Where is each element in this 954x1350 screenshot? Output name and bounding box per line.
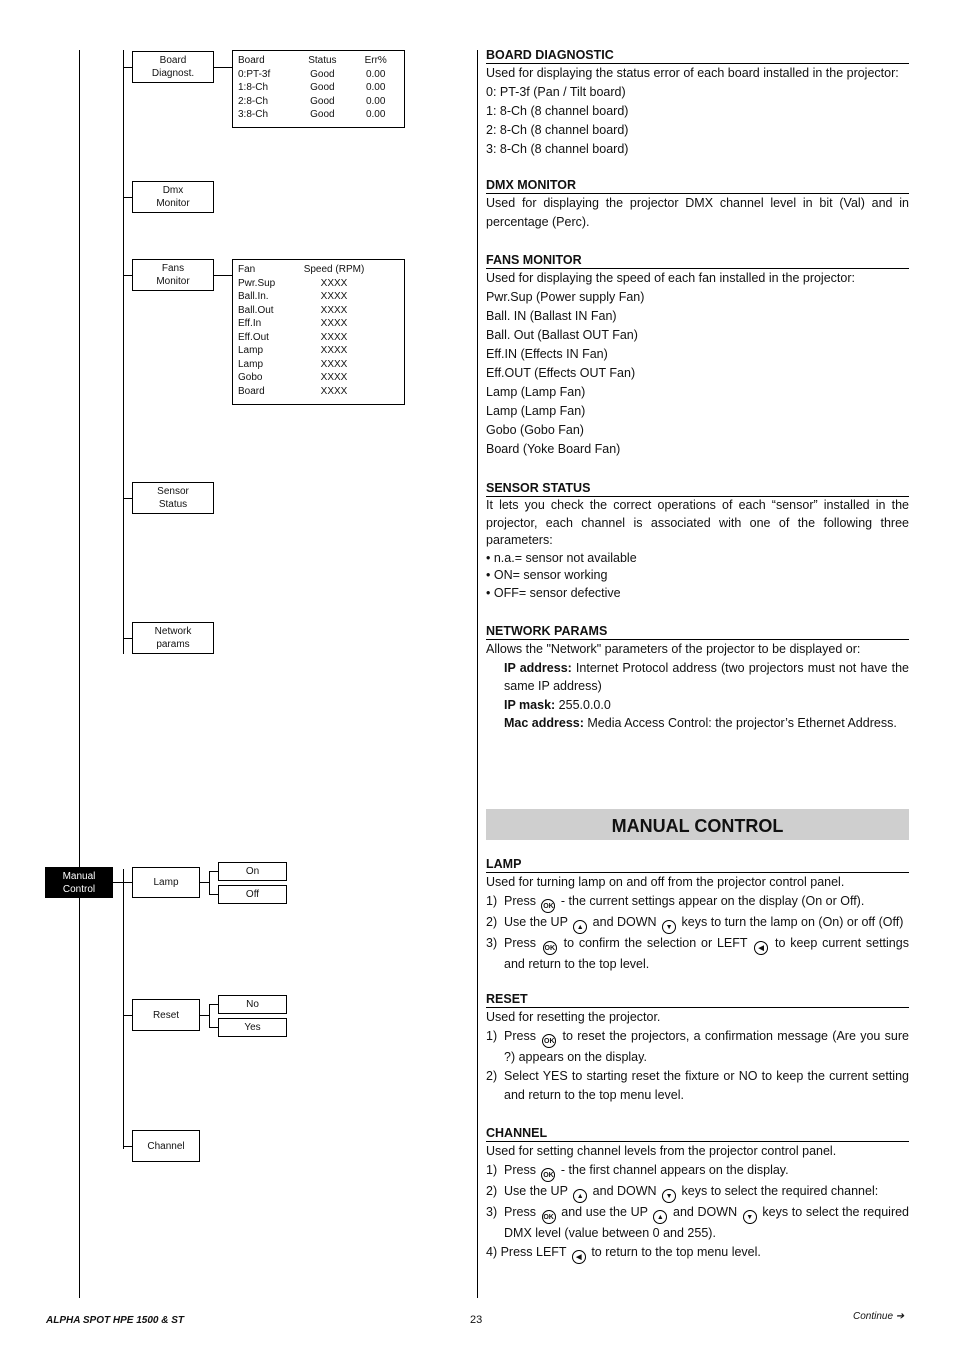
step-text-part: to keep current settings and return to the top level. — [504, 936, 909, 971]
paragraph: Ball. Out (Ballast OUT Fan) — [486, 328, 638, 342]
menu-network-params[interactable] — [132, 622, 214, 654]
option-reset-yes[interactable] — [218, 1018, 287, 1037]
step — [486, 913, 909, 934]
step-text — [504, 1027, 909, 1067]
table-cell: Fan — [238, 264, 256, 275]
table-cell: 0.00 — [365, 82, 386, 93]
down-key-icon: ▼ — [743, 1210, 757, 1224]
section-network-params — [486, 622, 909, 733]
step — [486, 1161, 909, 1182]
tree-branch-line-top — [123, 50, 124, 654]
down-key-icon: ▼ — [662, 1189, 676, 1203]
paragraph: Used for displaying the speed of each fan installed in the projector: — [486, 271, 855, 285]
section-lamp — [486, 855, 909, 974]
step-text — [504, 1203, 909, 1243]
table-cell: XXXX — [320, 331, 348, 343]
tick — [199, 1015, 209, 1016]
step-text-part: keys to select the required DMX level (value between 0 and 255). — [504, 1205, 910, 1240]
table-cell: Board — [238, 385, 265, 397]
paragraph: 1: 8-Ch (8 channel board) — [486, 104, 629, 118]
tick — [209, 1027, 218, 1028]
paragraph: Eff.OUT (Effects OUT Fan) — [486, 366, 636, 380]
ok-key-icon: OK — [541, 1168, 555, 1182]
step-text-part: to return to the top menu level. — [591, 1245, 761, 1259]
section-sensor-status — [486, 479, 909, 603]
paragraph: Eff.IN (Effects IN Fan) — [486, 347, 608, 361]
step — [486, 934, 909, 974]
table-cell: XXXX — [320, 277, 348, 289]
step-text-part: and DOWN — [592, 1184, 657, 1198]
list-item: • ON= sensor working — [486, 568, 608, 583]
tick — [123, 275, 132, 276]
list-item: • OFF= sensor defective — [486, 585, 621, 600]
table-row — [238, 358, 399, 372]
step-number: 2) — [486, 915, 498, 929]
step-number: 1) — [486, 1163, 498, 1177]
table-cell: Status — [308, 55, 337, 66]
tick — [123, 67, 132, 68]
ok-key-icon: OK — [541, 899, 555, 913]
ip-address-item — [486, 659, 909, 696]
column-divider — [477, 50, 478, 1298]
option-label: On — [245, 866, 260, 877]
page-number: 23 — [470, 1314, 483, 1326]
menu-label: Lamp — [153, 877, 179, 888]
ip-mask-item — [486, 696, 909, 715]
tick — [209, 871, 210, 894]
table-cell: Good — [310, 95, 335, 107]
paragraph: 2: 8-Ch (8 channel board) — [486, 123, 629, 137]
step — [486, 1067, 909, 1105]
table-row — [238, 81, 399, 95]
step-text — [504, 934, 909, 974]
mac-address-item — [486, 714, 909, 733]
step-text-part: Press — [504, 1205, 536, 1219]
paragraph: Gobo (Gobo Fan) — [486, 423, 584, 437]
table-header — [238, 54, 399, 68]
section-heading: CHANNEL — [486, 1124, 909, 1142]
board-status-table — [232, 50, 405, 128]
section-heading: RESET — [486, 990, 909, 1008]
table-cell: XXXX — [320, 358, 348, 370]
table-cell: 0.00 — [365, 68, 386, 80]
mac-address-label: Mac address: — [504, 716, 584, 730]
paragraph: Pwr.Sup (Power supply Fan) — [486, 290, 645, 304]
menu-manual-control[interactable] — [45, 867, 113, 898]
option-label: Yes — [244, 1022, 261, 1033]
paragraph: Used for turning lamp on and off from the projector control panel. — [486, 875, 845, 889]
step-text-part: keys to turn the lamp on (On) or off (Off) — [681, 915, 904, 929]
ok-key-icon: OK — [543, 941, 557, 955]
table-row — [238, 385, 399, 399]
table-cell: Err% — [364, 55, 387, 66]
table-cell: Eff.In — [238, 318, 262, 329]
paragraph: It lets you check the correct operations of each “sensor” installed in the projector, each channel is associated with one of the following three parameters: — [486, 498, 909, 548]
step-text-part: - the first channel appears on the display. — [560, 1163, 789, 1177]
ip-mask-label: IP mask: — [504, 697, 556, 712]
step-text-part: - the current settings appear on the display (On or Off). — [560, 894, 865, 908]
step-text: Select YES to starting reset the fixture or NO to keep the current setting and return to the top menu level. — [504, 1069, 909, 1102]
table-cell: Good — [310, 68, 335, 80]
paragraph: Lamp (Lamp Fan) — [486, 385, 586, 399]
tick — [209, 894, 218, 895]
step-text-part: keys to select the required channel: — [681, 1184, 879, 1198]
step-text-part: and DOWN — [592, 915, 657, 929]
up-key-icon: ▲ — [653, 1210, 667, 1224]
table-cell: 0.00 — [365, 95, 386, 107]
tick — [123, 498, 132, 499]
table-row — [238, 304, 399, 318]
tick — [123, 1146, 132, 1147]
section-heading: NETWORK PARAMS — [486, 622, 909, 640]
step-text-part: to reset the projectors, a confirmation message (Are you sure ?) appears on the display. — [504, 1029, 909, 1064]
table-header — [238, 263, 399, 277]
section-heading: FANS MONITOR — [486, 251, 909, 269]
paragraph: Used for setting channel levels from the projector control panel. — [486, 1144, 837, 1158]
tick — [209, 1004, 210, 1027]
table-row — [238, 344, 399, 358]
fan-speed-table — [232, 259, 405, 405]
menu-label: Fans Monitor — [156, 263, 190, 287]
step-number: 3) — [486, 1205, 498, 1219]
up-key-icon: ▲ — [573, 920, 587, 934]
menu-reset[interactable] — [132, 999, 200, 1031]
table-cell: Good — [310, 82, 335, 93]
section-fans-monitor — [486, 251, 909, 459]
table-cell: Board — [238, 55, 265, 66]
section-heading: LAMP — [486, 855, 909, 873]
menu-board-diagnost[interactable] — [132, 51, 214, 83]
table-cell: Pwr.Sup — [238, 277, 276, 289]
section-heading: BOARD DIAGNOSTIC — [486, 46, 909, 64]
paragraph: Used for displaying the status error of each board installed in the projector: — [486, 66, 899, 80]
table-row — [238, 317, 399, 331]
menu-label: Sensor Status — [157, 486, 189, 510]
menu-label: Network params — [154, 626, 192, 650]
ok-key-icon: OK — [542, 1210, 556, 1224]
table-cell: 0.00 — [365, 109, 386, 120]
step-text — [504, 913, 909, 934]
paragraph: Board (Yoke Board Fan) — [486, 442, 621, 456]
table-cell: Ball.Out — [238, 304, 274, 316]
step-text-part: to confirm the selection or LEFT — [563, 936, 748, 950]
section-heading: SENSOR STATUS — [486, 479, 909, 497]
paragraph: Used for resetting the projector. — [486, 1010, 661, 1024]
step-number: 1) — [486, 894, 498, 908]
table-row — [238, 331, 399, 345]
paragraph: 3: 8-Ch (8 channel board) — [486, 142, 629, 156]
list-item: • n.a.= sensor not available — [486, 550, 637, 565]
step-text-part: Use the UP — [504, 1184, 568, 1198]
table-cell: Speed (RPM) — [303, 264, 365, 275]
menu-label: Board Diagnost. — [151, 55, 195, 79]
menu-label: Reset — [152, 1009, 180, 1021]
option-reset-no[interactable] — [218, 995, 287, 1014]
table-cell: 2:8-Ch — [238, 95, 269, 107]
step-number: 3) — [486, 936, 498, 950]
mac-address-text: Media Access Control: the projector’s Ethernet Address. — [583, 716, 897, 730]
ip-address-text: Internet Protocol address (two projectors must not have the same IP address) — [504, 660, 909, 693]
option-lamp-off[interactable] — [218, 885, 287, 904]
tick — [213, 275, 233, 276]
tree-main-line — [79, 50, 80, 1298]
table-cell: XXXX — [320, 291, 348, 302]
step — [486, 1027, 909, 1067]
table-row — [238, 290, 399, 304]
ok-key-icon: OK — [542, 1034, 556, 1048]
table-row — [238, 95, 399, 109]
step-text-part: 4) Press LEFT — [486, 1245, 567, 1259]
ip-address-label: IP address: — [504, 660, 572, 675]
step-text-part: and DOWN — [673, 1205, 738, 1219]
step-text-part: Use the UP — [504, 915, 568, 929]
menu-fans-monitor[interactable] — [132, 259, 214, 291]
tick — [209, 871, 218, 872]
table-row — [238, 277, 399, 291]
tick — [113, 882, 132, 883]
footer-product-name: ALPHA SPOT HPE 1500 & ST — [46, 1315, 184, 1326]
menu-label: Manual Control — [62, 870, 96, 895]
tree-branch-line-bottom — [123, 869, 124, 1149]
table-cell: Lamp — [238, 345, 264, 356]
tick — [199, 882, 209, 883]
step-text — [504, 892, 909, 913]
menu-channel[interactable] — [132, 1130, 200, 1162]
tick — [213, 67, 233, 68]
step-number: 2) — [486, 1069, 498, 1083]
table-row — [238, 108, 399, 122]
table-cell: 3:8-Ch — [238, 109, 269, 120]
left-key-icon: ◀ — [754, 941, 768, 955]
step-text — [504, 1161, 909, 1182]
tick — [123, 638, 132, 639]
manual-control-heading: MANUAL CONTROL — [486, 809, 909, 840]
section-board-diagnostic — [486, 46, 909, 159]
step-text-part: Press — [504, 1163, 536, 1177]
table-cell: Ball.In. — [238, 291, 269, 302]
table-cell: XXXX — [320, 372, 348, 383]
left-key-icon: ◀ — [572, 1250, 586, 1264]
table-cell: 1:8-Ch — [238, 82, 269, 93]
continue-label: Continue ➔ — [853, 1311, 905, 1322]
paragraph: 0: PT-3f (Pan / Tilt board) — [486, 85, 626, 99]
tick — [123, 1015, 132, 1016]
step — [486, 1203, 909, 1243]
table-cell: XXXX — [320, 318, 348, 329]
menu-lamp[interactable] — [132, 867, 200, 898]
step-text-part: Press — [504, 1029, 536, 1043]
step-number: 2) — [486, 1184, 498, 1198]
step-text — [504, 1182, 909, 1203]
section-channel — [486, 1124, 909, 1264]
paragraph: Used for displaying the projector DMX channel level in bit (Val) and in percentage (Perc). — [486, 196, 909, 229]
paragraph — [486, 1243, 909, 1264]
section-reset — [486, 990, 909, 1105]
table-cell: XXXX — [320, 385, 348, 397]
tick — [123, 197, 132, 198]
step-text-part: Press — [504, 894, 536, 908]
menu-label: Dmx Monitor — [156, 185, 190, 209]
table-cell: XXXX — [320, 345, 348, 356]
step-text-part: and use the UP — [561, 1205, 648, 1219]
option-label: Off — [245, 889, 260, 900]
paragraph: Ball. IN (Ballast IN Fan) — [486, 309, 617, 323]
menu-label: Channel — [147, 1140, 185, 1152]
option-label: No — [246, 999, 259, 1010]
option-lamp-on[interactable] — [218, 862, 287, 881]
tick — [209, 1004, 218, 1005]
down-key-icon: ▼ — [662, 920, 676, 934]
menu-sensor-status[interactable] — [132, 482, 214, 514]
table-row — [238, 371, 399, 385]
table-cell: Eff.Out — [238, 331, 269, 343]
step-text-part: Press — [504, 936, 536, 950]
table-cell: XXXX — [320, 304, 348, 316]
step — [486, 1182, 909, 1203]
menu-dmx-monitor[interactable] — [132, 181, 214, 213]
table-cell: Gobo — [238, 372, 263, 383]
table-row — [238, 68, 399, 82]
table-cell: Good — [310, 109, 335, 120]
section-heading: DMX MONITOR — [486, 176, 909, 194]
paragraph: Lamp (Lamp Fan) — [486, 404, 586, 418]
step-number: 1) — [486, 1029, 498, 1043]
step — [486, 892, 909, 913]
paragraph: Allows the "Network" parameters of the projector to be displayed or: — [486, 642, 861, 656]
table-cell: Lamp — [238, 358, 264, 370]
table-cell: 0:PT-3f — [238, 68, 271, 80]
up-key-icon: ▲ — [573, 1189, 587, 1203]
section-dmx-monitor — [486, 176, 909, 232]
ip-mask-text: 255.0.0.0 — [555, 697, 611, 712]
